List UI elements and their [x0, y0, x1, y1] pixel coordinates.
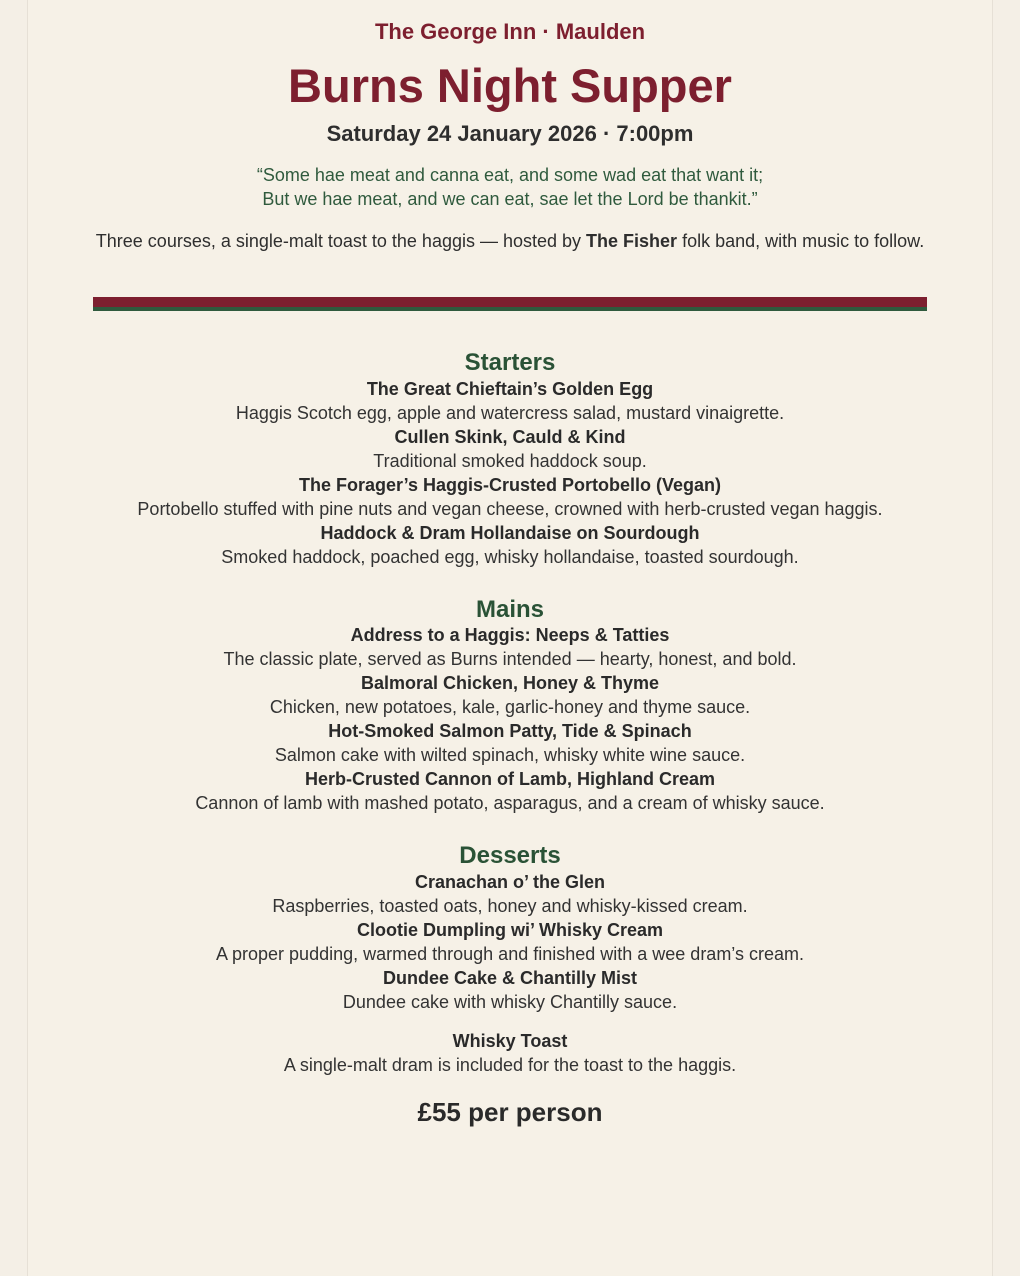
menu-item-name: Cullen Skink, Cauld & Kind: [394, 427, 626, 447]
menu-item-name: Cranachan o’ the Glen: [414, 872, 606, 892]
venue-name: The George Inn · Maulden: [374, 19, 646, 44]
menu-item-name: Balmoral Chicken, Honey & Thyme: [360, 673, 660, 693]
desserts-list: [28, 870, 992, 1014]
whisky-toast-desc: A single-malt dram is included for the toast to the haggis.: [283, 1055, 737, 1075]
menu-item-desc: A proper pudding, warmed through and finished with a wee dram’s cream.: [216, 944, 804, 964]
section-title-desserts: Desserts: [459, 842, 561, 869]
selkirk-grace-quote: [28, 163, 992, 211]
mains-list: [28, 623, 992, 815]
menu-item-desc: Raspberries, toasted oats, honey and whisky-kissed cream.: [272, 896, 748, 916]
price-per-person: £55 per person: [417, 1097, 603, 1127]
intro-band-name: The Fisher: [586, 231, 678, 251]
starters-list: [28, 377, 992, 569]
event-datetime: Saturday 24 January 2026 · 7:00pm: [326, 121, 694, 146]
menu-item-desc: Salmon cake with wilted spinach, whisky white wine sauce.: [274, 745, 746, 765]
divider-burgundy-band: [93, 297, 927, 307]
menu-item-desc: Chicken, new potatoes, kale, garlic-honey and thyme sauce.: [269, 697, 751, 717]
whisky-toast-title: Whisky Toast: [452, 1031, 568, 1051]
tartan-divider: [93, 297, 927, 311]
menu-item-desc: Cannon of lamb with mashed potato, asparagus, and a cream of whisky sauce.: [195, 793, 825, 813]
section-title-starters: Starters: [464, 349, 556, 376]
divider-green-band: [93, 307, 927, 311]
intro-text: [88, 229, 932, 254]
intro-after: folk band, with music to follow.: [677, 231, 925, 251]
menu-item-name: The Forager’s Haggis-Crusted Portobello (Vegan): [298, 475, 722, 495]
page-title: Burns Night Supper: [288, 59, 732, 112]
menu-item-desc: The classic plate, served as Burns intended — hearty, honest, and bold.: [223, 649, 797, 669]
menu-item-name: Haddock & Dram Hollandaise on Sourdough: [320, 523, 700, 543]
menu-item-name: Clootie Dumpling wi’ Whisky Cream: [356, 920, 664, 940]
menu-item-desc: Smoked haddock, poached egg, whisky hollandaise, toasted sourdough.: [221, 547, 799, 567]
menu-item-desc: Dundee cake with whisky Chantilly sauce.: [342, 992, 678, 1012]
quote-line-1: “Some hae meat and canna eat, and some wad eat that want it;: [256, 165, 764, 185]
section-title-mains: Mains: [475, 596, 544, 623]
menu-item-name: Herb-Crusted Cannon of Lamb, Highland Cream: [304, 769, 716, 789]
menu-item-desc: Traditional smoked haddock soup.: [373, 451, 647, 471]
menu-item-name: Hot-Smoked Salmon Patty, Tide & Spinach: [328, 721, 692, 741]
menu-item-desc: Haggis Scotch egg, apple and watercress salad, mustard vinaigrette.: [235, 403, 785, 423]
quote-line-2: But we hae meat, and we can eat, sae let the Lord be thankit.”: [262, 189, 758, 209]
menu-item-name: Dundee Cake & Chantilly Mist: [382, 968, 638, 988]
intro-before: Three courses, a single-malt toast to the haggis — hosted by: [95, 231, 587, 251]
menu-item-name: The Great Chieftain’s Golden Egg: [366, 379, 654, 399]
menu-item-desc: Portobello stuffed with pine nuts and vegan cheese, crowned with herb-crusted vegan haggis.: [137, 499, 883, 519]
menu-item-name: Address to a Haggis: Neeps & Tatties: [350, 625, 670, 645]
menu-page: [27, 0, 993, 1276]
